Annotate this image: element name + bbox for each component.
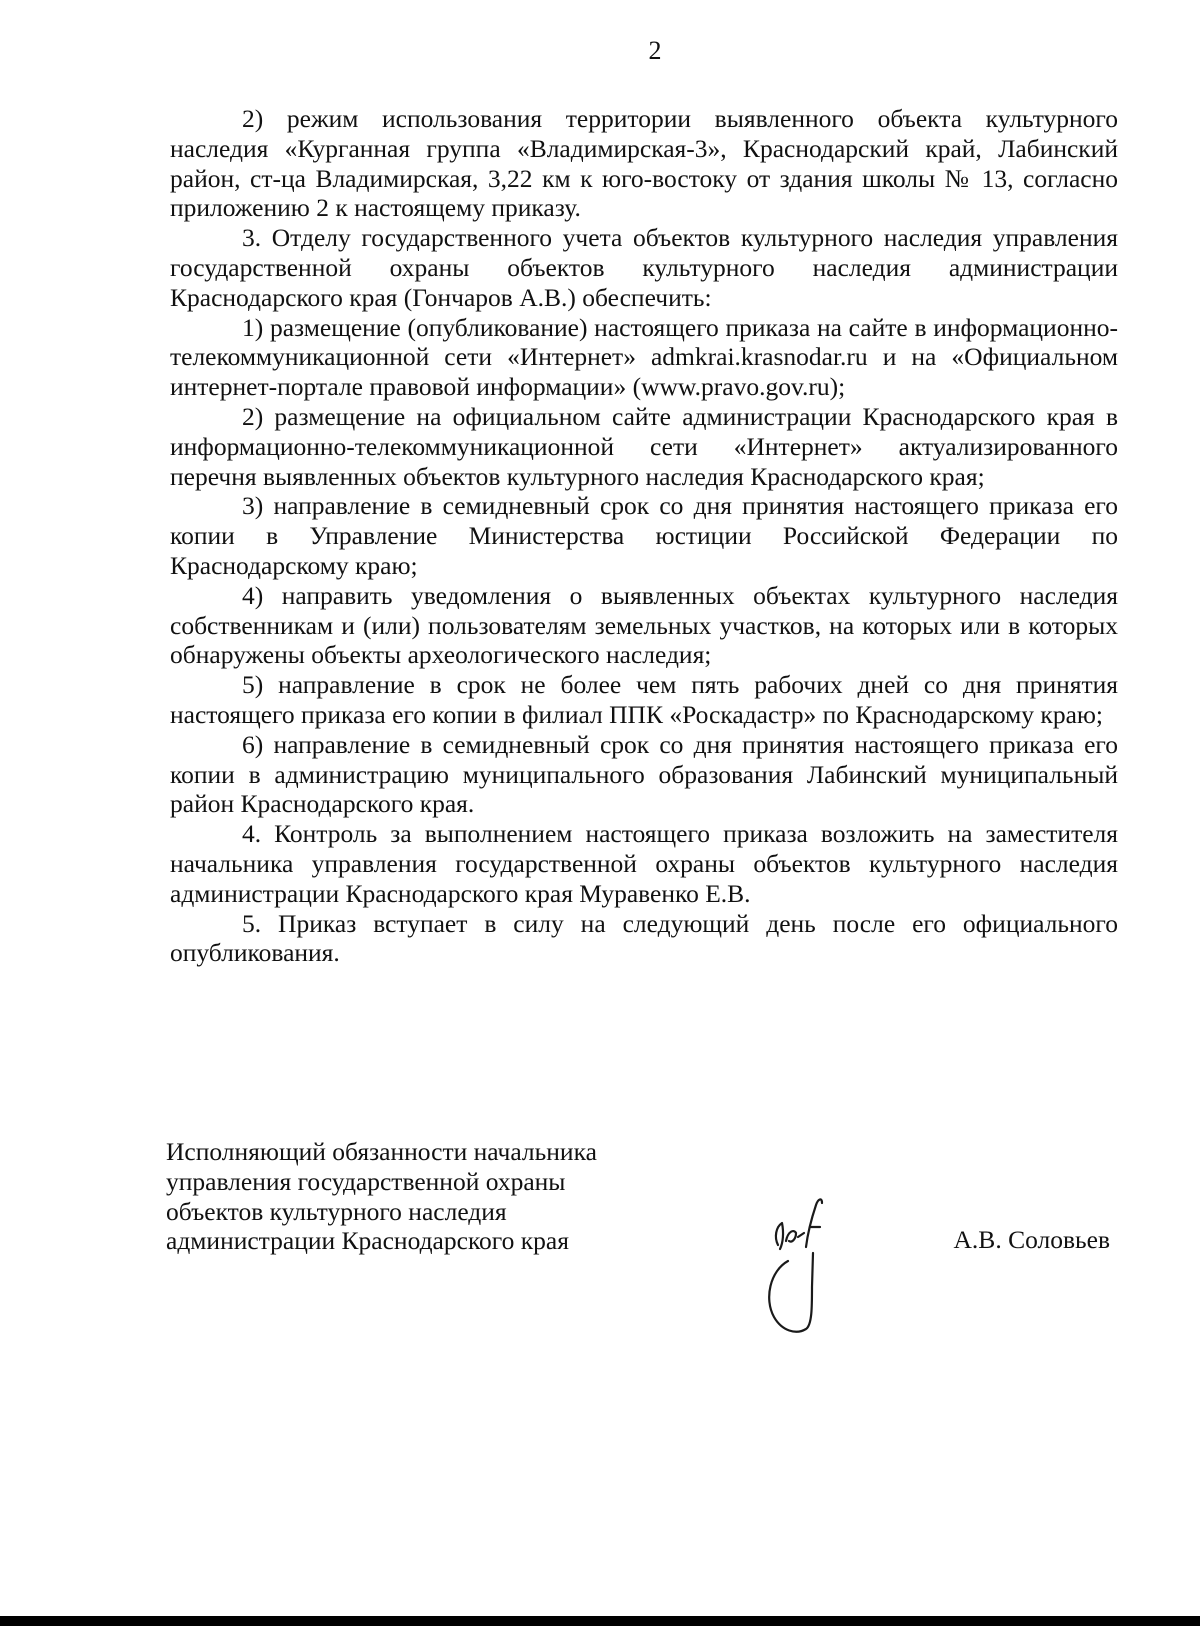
paragraph-item-3-accounting-department: 3. Отделу государственного учета объектов культурного наследия управления государственной охраны объектов культурного наследия администрации Краснодарского края (Гончаров А.В.) обеспечить: — [170, 223, 1118, 312]
signatory-position-line: администрации Краснодарского края — [166, 1226, 569, 1256]
signatory-position-line: управления государственной охраны — [166, 1166, 566, 1196]
handwritten-signature — [756, 1187, 856, 1347]
page-number: 2 — [648, 36, 662, 65]
document-body — [170, 104, 1118, 968]
signatory-position-line: объектов культурного наследия — [166, 1196, 507, 1226]
paragraph-item-5-effective-date: 5. Приказ вступает в силу на следующий день после его официального опубликования. — [170, 908, 1118, 968]
signatory-position-line: Исполняющий обязанности начальника — [166, 1137, 597, 1166]
signature-block — [166, 1137, 1126, 1357]
paragraph-official-site-update: 2) размещение на официальном сайте администрации Краснодарского края в информационно-телекоммуникационной сети «Интернет» актуализированного перечня выявленных объектов культурного наследия Краснодарского края; — [170, 401, 1118, 491]
paragraph-owner-notifications: 4) направить уведомления о выявленных объектах культурного наследия собственникам и (или) пользователям земельных участков, на которых или в которых обнаружены объекты археологического наследия; — [170, 580, 1118, 670]
paragraph-ministry-of-justice-copy: 3) направление в семидневный срок со дня принятия настоящего приказа его копии в Управление Министерства юстиции Российской Федерации по Краснодарскому краю; — [170, 491, 1118, 580]
paragraph-publication-on-site: 1) размещение (опубликование) настоящего приказа на сайте в информационно-телекоммуникационной сети «Интернет» admkrai.krasnodar.ru и на «Официальном интернет-портале правовой информации» (www.pravo.gov.ru); — [170, 312, 1118, 402]
scan-edge-border — [0, 1616, 1200, 1626]
paragraph-item-4-control: 4. Контроль за выполнением настоящего приказа возложить на заместителя начальника управления государственной охраны объектов культурного наследия администрации Краснодарского края Муравенко Е.В. — [170, 819, 1118, 908]
paragraph-municipality-copy: 6) направление в семидневный срок со дня принятия настоящего приказа его копии в администрацию муниципального образования Лабинский муниципальный район Краснодарского края. — [170, 729, 1118, 819]
paragraph-usage-regime: 2) режим использования территории выявленного объекта культурного наследия «Курганная группа «Владимирская-3», Краснодарский край, Лабинский район, ст-ца Владимирская, 3,22 км к юго-востоку от здания школы № 13, согласно приложению 2 к настоящему приказу. — [170, 104, 1118, 223]
signatory-name: А.В. Соловьев — [953, 1225, 1110, 1254]
paragraph-roskadastr-copy: 5) направление в срок не более чем пять рабочих дней со дня принятия настоящего приказа его копии в филиал ППК «Роскадастр» по Краснодарскому краю; — [170, 670, 1118, 729]
signatory-position — [166, 1137, 686, 1256]
